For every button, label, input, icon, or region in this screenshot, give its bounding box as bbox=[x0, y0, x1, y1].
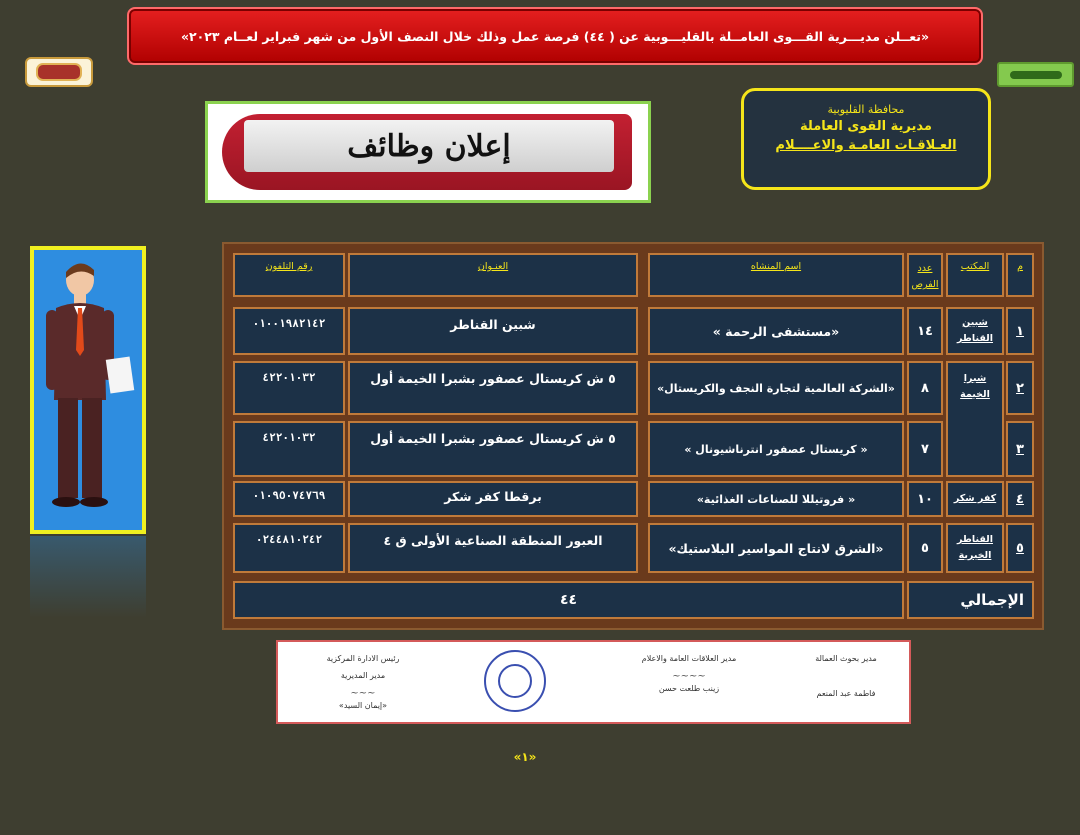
header-m: م bbox=[1006, 253, 1034, 297]
total-label: الإجمالي bbox=[907, 581, 1034, 619]
governorate-name: محافظة القليوبية bbox=[827, 103, 905, 116]
director-subtitle: مدير المديرية bbox=[340, 671, 386, 680]
announcement-banner bbox=[127, 7, 983, 65]
row4-company: « فروتيللا للصناعات الغذائية» bbox=[648, 481, 904, 517]
governorate-emblem-icon bbox=[1010, 71, 1062, 79]
governorate-logo bbox=[997, 62, 1074, 87]
row3-address: ٥ ش كريستال عصفور بشبرا الخيمة أول bbox=[348, 421, 638, 477]
row3-count: ٧ bbox=[907, 421, 943, 477]
row4-phone: ٠١٠٩٥٠٧٤٧٦٩ bbox=[233, 481, 345, 517]
row1-phone: ٠١٠٠١٩٨٢١٤٢ bbox=[233, 307, 345, 355]
jobs-table bbox=[222, 242, 1044, 630]
director-signature-scribble: ~~~ bbox=[350, 688, 376, 699]
row4-count: ١٠ bbox=[907, 481, 943, 517]
media-signature-scribble: ~~~~ bbox=[672, 671, 706, 682]
illustration-reflection bbox=[30, 536, 146, 618]
director-name: «إيمان السيد» bbox=[338, 701, 388, 710]
department-name: العـلاقـات العامـة والاعــــلام bbox=[775, 138, 957, 153]
row1-office: شبين القناطر bbox=[946, 307, 1004, 355]
signature-director bbox=[308, 654, 418, 718]
header-company: اسم المنشاه bbox=[648, 253, 904, 297]
eagle-emblem-icon bbox=[36, 63, 82, 81]
directorate-name: مديرية القوى العاملة bbox=[800, 119, 932, 134]
header-office: المكتب bbox=[946, 253, 1004, 297]
row5-company: «الشرق لانتاج المواسير البلاستيك» bbox=[648, 523, 904, 573]
total-value: ٤٤ bbox=[233, 581, 904, 619]
title-ribbon-text: إعلان وظائف bbox=[347, 128, 511, 164]
row5-m: ٥ bbox=[1006, 523, 1034, 573]
row4-m: ٤ bbox=[1006, 481, 1034, 517]
header-phone: رقم التلفون bbox=[233, 253, 345, 297]
director-title: رئيس الادارة المركزية bbox=[326, 654, 400, 663]
row2-phone: ٤٢٢٠١٠٣٢ bbox=[233, 361, 345, 415]
row5-office: القناطر الخيرية bbox=[946, 523, 1004, 573]
official-seal-icon bbox=[484, 650, 546, 712]
page-number: «١» bbox=[513, 750, 537, 764]
row1-company: «مستشفى الرحمة » bbox=[648, 307, 904, 355]
row5-phone: ٠٢٤٤٨١٠٢٤٢ bbox=[233, 523, 345, 573]
media-name: زينب طلعت حسن bbox=[658, 684, 720, 693]
header-address: العنـوان bbox=[348, 253, 638, 297]
title-ribbon-box bbox=[205, 101, 651, 203]
row2-company: «الشركة العالمية لتجارة النجف والكريستال» bbox=[648, 361, 904, 415]
row3-company: « كريستال عصفور انترناشيونال » bbox=[648, 421, 904, 477]
row3-m: ٣ bbox=[1006, 421, 1034, 477]
header-count: عدد الفرص bbox=[907, 253, 943, 297]
row1-m: ١ bbox=[1006, 307, 1034, 355]
research-name: فاطمة عبد المنعم bbox=[816, 689, 876, 698]
banner-text: «تعــلن مديـــرية القـــوى العامــلة بالقليـــوبية عن ( ٤٤) فرصة عمل وذلك خلال النصف الأول من شهر فبراير لعــام ٢٠٢٣» bbox=[180, 28, 930, 44]
row2-count: ٨ bbox=[907, 361, 943, 415]
businessman-illustration bbox=[30, 246, 146, 534]
row2-m: ٢ bbox=[1006, 361, 1034, 415]
directorate-info-box bbox=[741, 88, 991, 190]
signature-media bbox=[619, 654, 759, 701]
signatures-box bbox=[276, 640, 911, 724]
media-title: مدير العلاقات العامة والاعلام bbox=[641, 654, 737, 663]
row3-phone: ٤٢٢٠١٠٣٢ bbox=[233, 421, 345, 477]
row5-count: ٥ bbox=[907, 523, 943, 573]
businessman-icon bbox=[34, 250, 142, 530]
signature-research bbox=[801, 654, 891, 706]
ministry-logo bbox=[25, 57, 93, 87]
row4-address: برقطا كفر شكر bbox=[348, 481, 638, 517]
research-title: مدير بحوث العمالة bbox=[815, 654, 877, 663]
row1-count: ١٤ bbox=[907, 307, 943, 355]
row5-address: العبور المنطقة الصناعية الأولى ق ٤ bbox=[348, 523, 638, 573]
row1-address: شبين القناطر bbox=[348, 307, 638, 355]
row4-office: كفر شكر bbox=[946, 481, 1004, 517]
row2-office: شبرا الخيمة bbox=[946, 361, 1004, 477]
row2-address: ٥ ش كريستال عصفور بشبرا الخيمة أول bbox=[348, 361, 638, 415]
